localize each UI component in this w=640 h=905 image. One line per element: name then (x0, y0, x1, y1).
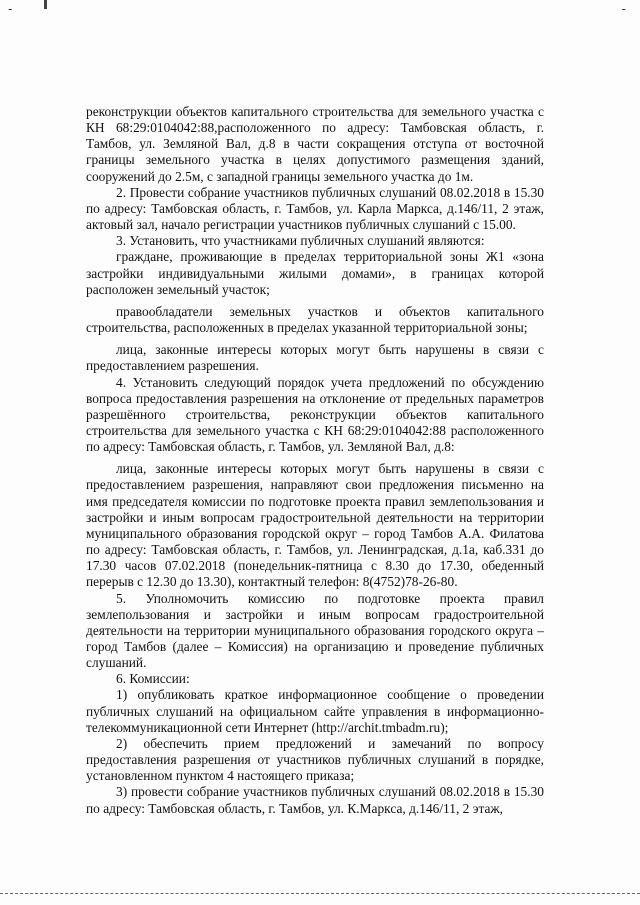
paragraph-item-6-2: 2) обеспечить прием предложений и замечаний по вопросу предоставления разрешения от участников публичных слушаний в порядке, установленном пунктом 4 настоящего приказа; (86, 735, 544, 784)
scan-mark (44, 0, 47, 9)
paragraph-participants-citizens: граждане, проживающие в пределах территориальной зоны Ж1 «зона застройки индивидуальными жилыми домами», в границах которой расположен земельный участок; (86, 249, 544, 297)
corner-mark-top-right: - (621, 2, 626, 16)
paragraph-continuation: реконструкции объектов капитального строительства для земельного участка с КН 68:29:0104042:88,расположенного по адресу: Тамбовская область, г. Тамбов, ул. Земляной Вал, д.8 в части сокращения отступа от восточной границы земельного участка в целях допустимого размещения зданий, сооружений до 2.5м, с западной границы земельного участка до 1м. (86, 104, 544, 184)
paragraph-item-2: 2. Провести собрание участников публичных слушаний 08.02.2018 в 15.30 по адресу: Тамбовская область, г. Тамбов, ул. Карла Маркса, д.146/11, 2 этаж, актовый зал, начало регистрации участников публичных слушаний с 15.00. (86, 184, 544, 233)
paragraph-participants-persons: лица, законные интересы которых могут быть нарушены в связи с предоставлением разрешения. (86, 342, 544, 374)
document-body (86, 104, 544, 817)
paragraph-item-6: 6. Комиссии: (116, 671, 190, 687)
corner-mark-top-left: - (8, 2, 13, 16)
paragraph-item-6-1: 1) опубликовать краткое информационное сообщение о проведении публичных слушаний на официальном сайте управления в информационно-телекоммуникационной сети Интернет (http://archit.tmbadm.ru); (86, 687, 544, 735)
page-bottom-edge (0, 893, 640, 894)
paragraph-item-6-3: 3) провести собрание участников публичных слушаний 08.02.2018 в 15.30 по адресу: Тамбовская область, г. Тамбов, ул. К.Маркса, д.146/11, 2 этаж, (86, 784, 544, 816)
paragraph-item-4: 4. Установить следующий порядок учета предложений по обсуждению вопроса предоставления разрешения на отклонение от предельных параметров разрешённого строительства, реконструкции объектов капитального строительства для земельного участка с КН 68:29:0104042:88 расположенного по адресу: Тамбовская область, г. Тамбов, ул. Земляной Вал, д.8: (86, 374, 544, 455)
paragraph-item-3: 3. Установить, что участниками публичных слушаний являются: (116, 233, 485, 249)
paragraph-item-5: 5. Уполномочить комиссию по подготовке проекта правил землепользования и застройки и иным вопросам градостроительной деятельности на территории муниципального образования городского округа – город Тамбов (далее – Комиссия) на организацию и проведение публичных слушаний. (86, 590, 544, 671)
paragraph-participants-owners: правообладатели земельных участков и объектов капитального строительства, расположенных в пределах указанной территориальной зоны; (86, 303, 544, 336)
paragraph-item-4-persons: лица, законные интересы которых могут быть нарушены в связи с предоставлением разрешения, направляют свои предложения письменно на имя председателя комиссии по подготовке проекта правил землепользования и застройки и иным вопросам градостроительной деятельности на территории муниципального образования городской округ – город Тамбов А.А. Филатова по адресу: Тамбовская область, г. Тамбов, ул. Ленинградская, д.1а, каб.331 до 17.30 часов 07.02.2018 (понедельник-пятница с 8.30 до 17.30, обеденный перерыв с 12.30 до 13.30), контактный телефон: 8(4752)78-26-80. (86, 461, 544, 590)
